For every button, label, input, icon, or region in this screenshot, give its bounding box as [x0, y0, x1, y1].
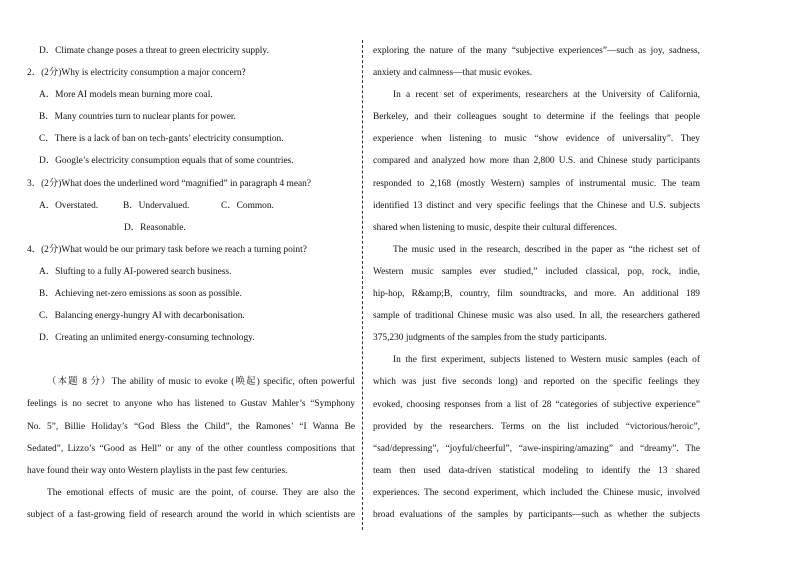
passage-line: broad evaluations of the samples by participants—such as whether the subjects	[373, 509, 700, 520]
q3-option-c: C．Common.	[221, 200, 274, 211]
passage-line: shared when listening to music, despite their cultural differences.	[373, 222, 618, 233]
passage-line: 375,230 judgments of the samples from the study participants.	[373, 333, 607, 344]
q4-option-c: C．Balancing energy-hungry AI with decarbonisation.	[39, 311, 245, 322]
passage-line: experiences. The second experiment, which included the Chinese music, involved	[373, 487, 700, 498]
passage-line: Berkeley, and their colleagues sought to determine if the feelings that people	[373, 112, 700, 123]
passage-line: exploring the nature of the many “subjective experiences”—such as joy, sadness,	[373, 46, 700, 56]
q2-option-c: C．There is a lack of ban on tech-gants’ electricity consumption.	[39, 134, 284, 145]
q4-option-a: A．Slufting to a fully AI-powered search business.	[39, 266, 232, 277]
passage-line: identified 13 distinct and very specific feelings that the Chinese and U.S. subjects	[373, 200, 700, 211]
passage-line: The emotional effects of music are the point, of course. They are also the	[47, 487, 355, 498]
q4-option-b: B．Achieving net-zero emissions as soon as possible.	[39, 289, 242, 300]
q3-options-row	[27, 195, 355, 217]
q4-stem: 4．(2分)What would be our primary task before we reach a turning point?	[27, 244, 307, 255]
passage-line: In a recent set of experiments, researchers at the University of California,	[393, 90, 700, 101]
passage-line: which was just five seconds long) and reported on the specific feelings they	[373, 377, 700, 388]
passage-line: subject of a fast-growing field of research around the world in which scientists are	[27, 509, 355, 520]
q4-option-d: D．Creating an unlimited energy-consuming technology.	[39, 333, 255, 344]
passage-line: feelings is no secret to anyone who has listened to Gustav Mahler’s “Symphony	[27, 399, 355, 410]
passage-line: The music used in the research, described in the paper as “the richest set of	[393, 244, 700, 255]
passage-line: Western music samples ever studied,” included classical, pop, rock, indie,	[373, 266, 700, 277]
passage-line: sample of traditional Chinese music was also used. In all, the researchers gathered	[373, 311, 700, 322]
passage-line: responded to 2,168 (mostly Western) samples of instrumental music. The team	[373, 178, 700, 189]
passage-line: （本题 8 分）The ability of music to evoke (唤起) specific, often powerful	[47, 377, 355, 388]
passage-line: experience when listening to music “show evidence of universality”. They	[373, 134, 700, 145]
passage-line: evoked, choosing responses from a list of 28 “categories of subjective experience”	[373, 399, 700, 410]
q3-stem: 3．(2分)What does the underlined word “magnified” in paragraph 4 mean?	[27, 178, 312, 189]
passage-line: “sad/depressing”, “joyful/cheerful”, “awe-inspiring/amazing” and “dreamy”. The	[373, 443, 700, 454]
passage-line: No. 5”, Billie Holiday’s “God Bless the Child”, the Ramones’ “I Wanna Be	[27, 421, 355, 432]
passage-line: compared and analyzed how more than 2,800 U.S. and Chinese study participants	[373, 156, 700, 167]
passage-line: Sedated”, Lizzo’s “Good as Hell” or any of the other countless compositions that	[27, 443, 355, 454]
q1-option-d: D．Climate change poses a threat to green electricity supply.	[39, 46, 269, 56]
q3-option-a: A．Overstated.	[39, 200, 99, 211]
q3-option-d: D．Reasonable.	[124, 222, 186, 233]
q2-stem: 2．(2分)Why is electricity consumption a major concern?	[27, 68, 246, 79]
passage-line: team then used data-driven statistical modeling to identify the 13 shared	[373, 465, 700, 476]
passage-line: provided by the researchers. Terms on the list included “victorious/heroic”,	[373, 421, 700, 432]
q2-option-a: A．More AI models mean burning more coal.	[39, 90, 213, 101]
passage-line: In the first experiment, subjects listened to Western music samples (each of	[393, 355, 700, 366]
q2-option-b: B．Many countries turn to nuclear plants for power.	[39, 112, 236, 123]
q2-option-d: D．Google’s electricity consumption equals that of some countries.	[39, 156, 294, 167]
q3-option-b: B．Undervalued.	[123, 200, 190, 211]
right-column	[373, 40, 700, 526]
column-divider	[362, 40, 363, 530]
passage-line: have found their way onto Western playlists in the past few centuries.	[27, 465, 288, 476]
passage-line: hip-hop, R&amp;B, country, film soundtracks, and more. An additional 189	[373, 289, 700, 300]
left-column	[27, 40, 355, 526]
passage-line: anxiety and calmness—that music evokes.	[373, 68, 533, 79]
